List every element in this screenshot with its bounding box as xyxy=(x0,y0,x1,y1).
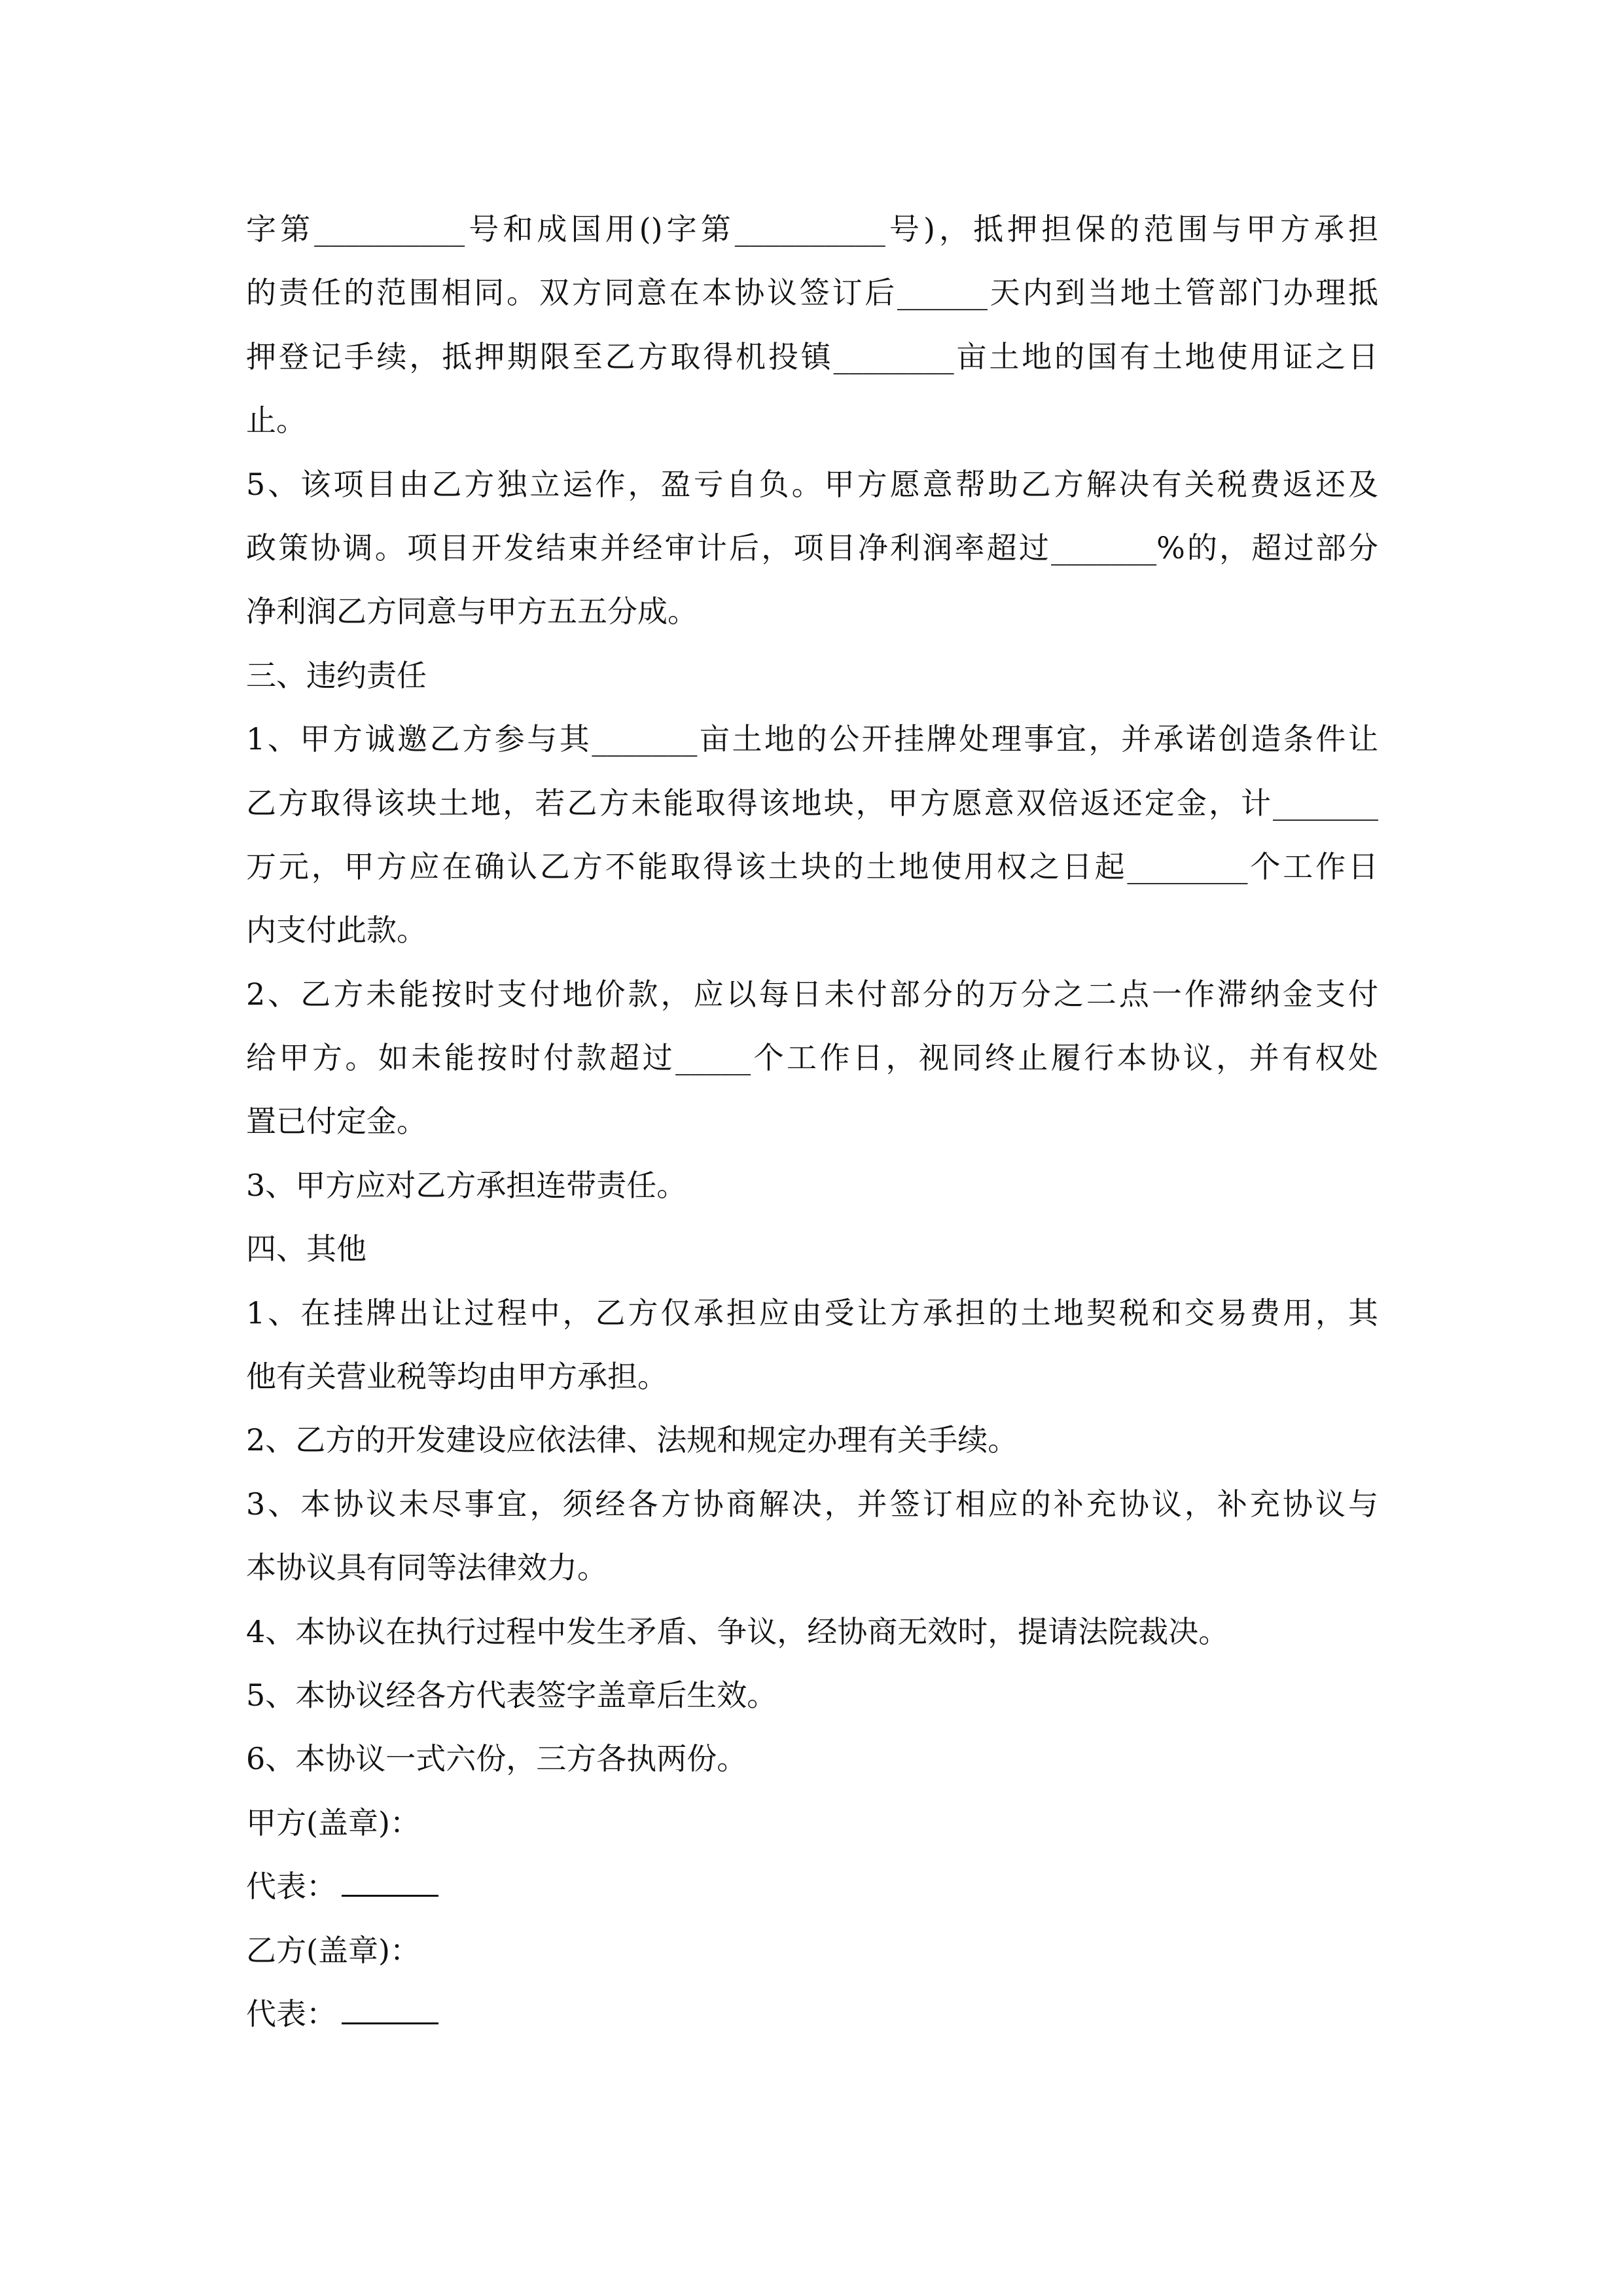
party-b-rep-label: 代表： xyxy=(246,1996,336,2032)
text-line: 3、甲方应对乙方承担连带责任。 xyxy=(246,1167,687,1203)
text-line: 字第__________号和成国用()字第__________号)，抵押担保的范围与甲方承担 xyxy=(246,211,1378,247)
party-a-rep-label: 代表： xyxy=(246,1869,336,1905)
text-line: 三、违约责任 xyxy=(246,657,427,693)
text-line: 政策协调。项目开发结束并经审计后，项目净利润率超过_______%的，超过部分 xyxy=(246,529,1378,565)
text-line: 他有关营业税等均由甲方承担。 xyxy=(246,1359,668,1395)
text-line: 净利润乙方同意与甲方五五分成。 xyxy=(246,594,698,630)
party-b-signature-line xyxy=(342,1988,438,2024)
text-line: 4、本协议在执行过程中发生矛盾、争议，经协商无效时，提请法院裁决。 xyxy=(246,1613,1229,1649)
text-line: 的责任的范围相同。双方同意在本协议签订后______天内到当地土管部门办理抵 xyxy=(246,275,1378,311)
text-line: 6、本协议一式六份，三方各执两份。 xyxy=(246,1741,747,1777)
party-b-label: 乙方(盖章)： xyxy=(246,1932,420,1968)
text-line: 2、乙方的开发建设应依法律、法规和规定办理有关手续。 xyxy=(246,1422,1018,1458)
text-line: 5、该项目由乙方独立运作，盈亏自负。甲方愿意帮助乙方解决有关税费返还及 xyxy=(246,466,1378,502)
party-a-label: 甲方(盖章)： xyxy=(246,1804,420,1840)
text-line: 1、在挂牌出让过程中，乙方仅承担应由受让方承担的土地契税和交易费用，其 xyxy=(246,1295,1378,1331)
text-line: 3、本协议未尽事宜，须经各方协商解决，并签订相应的补充协议，补充协议与 xyxy=(246,1486,1378,1522)
text-line: 乙方取得该块土地，若乙方未能取得该地块，甲方愿意双倍返还定金，计_______ xyxy=(246,785,1378,821)
text-line: 万元，甲方应在确认乙方不能取得该土块的土地使用权之日起________个工作日 xyxy=(246,848,1378,884)
party-a-representative xyxy=(246,1855,1378,1918)
text-line: 2、乙方未能按时支付地价款，应以每日未付部分的万分之二点一作滞纳金支付 xyxy=(246,976,1378,1012)
text-line: 置已付定金。 xyxy=(246,1103,427,1139)
text-line: 5、本协议经各方代表签字盖章后生效。 xyxy=(246,1677,777,1713)
text-line: 止。 xyxy=(246,403,306,439)
text-line: 1、甲方诚邀乙方参与其_______亩土地的公开挂牌处理事宜，并承诺创造条件让 xyxy=(246,721,1378,757)
document-body xyxy=(246,198,1378,1791)
text-line: 押登记手续，抵押期限至乙方取得机投镇________亩土地的国有土地使用证之日 xyxy=(246,338,1378,374)
document-page xyxy=(246,198,1378,2046)
text-line: 给甲方。如未能按时付款超过_____个工作日，视同终止履行本协议，并有权处 xyxy=(246,1040,1378,1076)
party-b-representative xyxy=(246,1982,1378,2046)
party-a-signature-line xyxy=(342,1861,438,1897)
text-line: 本协议具有同等法律效力。 xyxy=(246,1550,607,1586)
text-line: 内支付此款。 xyxy=(246,912,427,948)
text-line: 四、其他 xyxy=(246,1231,366,1267)
